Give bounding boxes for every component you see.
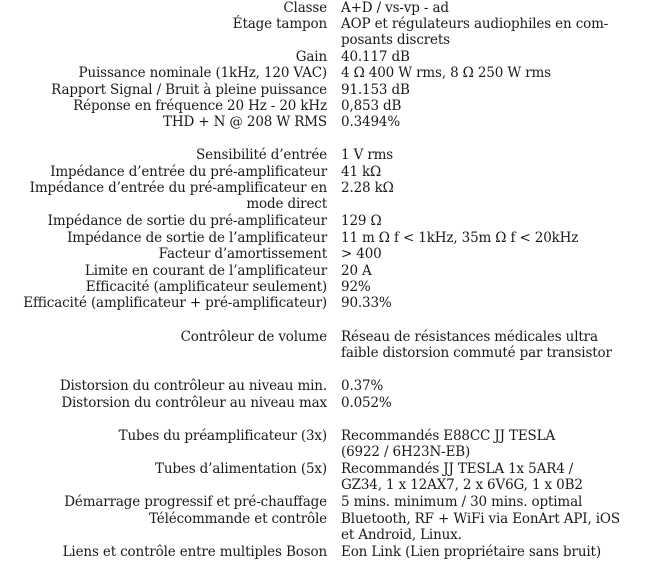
- spec-value: 0.3494%: [341, 114, 401, 130]
- spec-value: 90.33%: [341, 295, 392, 311]
- spec-value: 0.37%: [341, 378, 384, 394]
- spec-label: Contrôleur de volume: [180, 329, 327, 345]
- spec-value: > 400: [341, 246, 382, 262]
- spec-label: Tubes du préamplificateur (3x): [118, 428, 327, 444]
- spec-label: Efficacité (amplificateur seulement): [85, 279, 327, 295]
- spec-label: Impédance d’entrée du pré-amplificateur en mode direct: [29, 180, 327, 213]
- spec-value: 1 V rms: [341, 147, 394, 163]
- spec-value: 40.117 dB: [341, 49, 410, 65]
- spec-value: 92%: [341, 279, 371, 295]
- spec-value: 41 kΩ: [341, 164, 382, 180]
- spec-value: 0.052%: [341, 395, 392, 411]
- spec-value: Recommandés JJ TESLA 1x 5AR4 / GZ34, 1 x 12AX7, 2 x 6V6G, 1 x 0B2: [341, 461, 583, 494]
- spec-value: Réseau de résistances médicales ultra faible distorsion commuté par transistor: [341, 329, 612, 362]
- spec-value: 91.153 dB: [341, 82, 410, 98]
- spec-label: Liens et contrôle entre multiples Boson: [62, 544, 327, 560]
- spec-value: 129 Ω: [341, 213, 382, 229]
- spec-label: Rapport Signal / Bruit à pleine puissance: [51, 82, 327, 98]
- spec-label: Classe: [283, 0, 327, 16]
- spec-label: Impédance d’entrée du pré-amplificateur: [50, 164, 327, 180]
- spec-label: Impédance de sortie de l’amplificateur: [67, 230, 327, 246]
- spec-label: Facteur d’amortissement: [158, 246, 327, 262]
- spec-label: Efficacité (amplificateur + pré-amplificateur): [23, 295, 327, 311]
- spec-label: Tubes d’alimentation (5x): [155, 461, 327, 477]
- spec-label: Gain: [295, 49, 327, 65]
- spec-label: Puissance nominale (1kHz, 120 VAC): [78, 65, 327, 81]
- spec-label: Limite en courant de l’amplificateur: [84, 263, 327, 279]
- spec-value: Bluetooth, RF + WiFi via EonArt API, iOS et Android, Linux.: [341, 511, 620, 544]
- spec-value: 11 m Ω f < 1kHz, 35m Ω f < 20kHz: [341, 230, 579, 246]
- spec-value: AOP et régulateurs audiophiles en com- posants discrets: [341, 16, 609, 49]
- spec-value: 2.28 kΩ: [341, 180, 394, 196]
- spec-value: 0,853 dB: [341, 98, 402, 114]
- spec-label: Distorsion du contrôleur au niveau max: [61, 395, 327, 411]
- spec-label: Impédance de sortie du pré-amplificateur: [47, 213, 327, 229]
- spec-label: Étage tampon: [232, 16, 327, 32]
- spec-label: Distorsion du contrôleur au niveau min.: [59, 378, 327, 394]
- spec-label: Réponse en fréquence 20 Hz - 20 kHz: [73, 98, 327, 114]
- spec-label: Télécommande et contrôle: [148, 511, 327, 527]
- spec-value: 20 A: [341, 263, 372, 279]
- spec-value: Recommandés E88CC JJ TESLA (6922 / 6H23N-EB): [341, 428, 556, 461]
- spec-value: A+D / vs-vp - ad: [341, 0, 449, 16]
- spec-label: Démarrage progressif et pré-chauffage: [64, 494, 327, 510]
- spec-value: 4 Ω 400 W rms, 8 Ω 250 W rms: [341, 65, 551, 81]
- spec-label: THD + N @ 208 W RMS: [162, 114, 327, 130]
- spec-label: Sensibilité d’entrée: [196, 147, 327, 163]
- spec-value: Eon Link (Lien propriétaire sans bruit): [341, 544, 601, 560]
- spec-value: 5 mins. minimum / 30 mins. optimal: [341, 494, 583, 510]
